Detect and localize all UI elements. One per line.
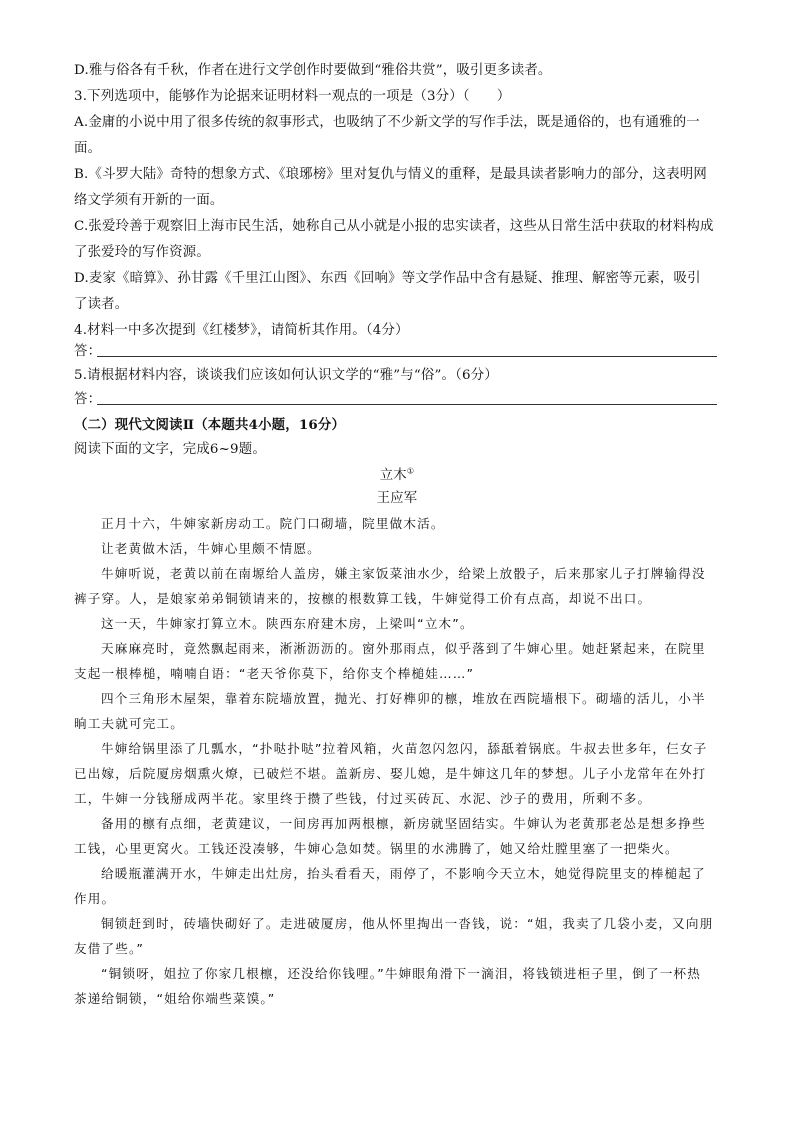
q3-stem: 3.下列选项中，能够作为论据来证明材料一观点的一项是（3分）（ ） [74,89,511,104]
story-paragraph-cont: 作用。 [74,891,116,906]
q3-option-b-line1: B.《斗罗大陆》奇特的想象方式、《琅琊榜》里对复仇与情义的重释，是最具读者影响力的部分，这表明网 [74,167,707,182]
q3-option-c-line1: C.张爱玲善于观察旧上海市民生活，她称自己从小就是小报的忠实读者，这些从日常生活中获取的材料构成 [74,219,714,234]
story-paragraph: 四个三角形木屋架，靠着东院墙放置，抛光、打好榫卯的檩，堆放在西院墙根下。砌墙的活儿，小半 [101,691,706,706]
story-author: 王应军 [376,491,418,506]
story-paragraph: “铜锁呀，姐拉了你家几根檩，还没给你钱哩。”牛婶眼角滑下一滴泪，将钱锁进柜子里，倒了一杯热 [101,966,702,981]
q4-answer-label: 答： [74,344,102,359]
story-paragraph-cont: 茶递给铜锁，“姐给你端些菜馍。” [74,991,276,1006]
q3-option-b-line2: 络文学须有开新的一面。 [74,193,224,208]
reading-instruction: 阅读下面的文字，完成6~9题。 [74,442,266,457]
q3-option-d-line1: D.麦家《暗算》、孙甘露《千里江山图》、东西《回响》等文学作品中含有悬疑、推理、解密等元素，吸引 [74,271,701,286]
q4-answer-field[interactable] [97,356,717,357]
story-paragraph: 正月十六，牛婶家新房动工。院门口砌墙，院里做木活。 [101,516,445,531]
q5-answer-field[interactable] [97,404,717,405]
story-paragraph-cont: 裤子穿。人，是娘家弟弟铜锁请来的，按檩的根数算工钱，牛婶觉得工价有点高，却说不出口。 [74,591,652,606]
q5-stem: 5.请根据材料内容，谈谈我们应该如何认识文学的“雅”与“俗”。（6分） [74,368,498,383]
story-paragraph-cont: 工，牛婶一分钱掰成两半花。家里终于攒了些钱，付过买砖瓦、水泥、沙子的费用，所剩不多。 [74,791,652,806]
story-paragraph-cont: 支起一根棒槌，喃喃自语：“老天爷你莫下，给你支个棒槌娃……” [74,666,475,681]
story-paragraph: 铜锁赶到时，砖墙快砌好了。走进破厦房，他从怀里掏出一沓钱，说：“姐，我卖了几袋小麦，又向朋 [101,916,714,931]
q3-option-a-line1: A.金庸的小说中用了很多传统的叙事形式，也吸纳了不少新文学的写作手法，既是通俗的，也有通雅的一 [74,115,700,130]
footnote-marker: ① [406,466,415,476]
story-paragraph-cont: 友借了些。” [74,941,145,956]
q4-stem: 4.材料一中多次提到《红楼梦》，请简析其作用。（4分） [74,323,409,338]
q3-option-a-line2: 面。 [74,141,102,156]
story-paragraph: 牛婶听说，老黄以前在南塬给人盖房，嫌主家饭菜油水少，给梁上放骰子，后来那家儿子打牌输得没 [101,566,706,581]
story-paragraph: 牛婶给锅里添了几瓢水，“扑哒扑哒”拉着风箱，火苗忽闪忽闪，舔舐着锅底。牛叔去世多年，仨女子 [101,741,708,756]
story-title-text: 立木 [379,468,407,483]
q3-option-c-line2: 了张爱玲的写作资源。 [74,245,210,260]
story-paragraph-cont: 工钱，心里更窝火。工钱还没凑够，牛婶心急如焚。锅里的水沸腾了，她又给灶膛里塞了一把柴火。 [74,841,679,856]
story-paragraph-cont: 晌工夫就可完工。 [74,716,184,731]
story-paragraph: 让老黄做木活，牛婶心里颇不情愿。 [101,541,321,556]
story-paragraph: 天麻麻亮时，竟然飘起雨来，淅淅沥沥的。窗外那雨点，似乎落到了牛婶心里。她赶紧起来，在院里 [101,641,706,656]
story-paragraph-cont: 已出嫁，后院厦房烟熏火燎，已破烂不堪。盖新房、娶儿媳，是牛婶这几年的梦想。儿子小龙常年在外打 [74,766,707,781]
story-title [0,466,794,486]
q5-answer-label: 答： [74,392,102,407]
q3-option-d-line2: 了读者。 [74,297,129,312]
section-heading: （二）现代文阅读Ⅱ（本题共4小题，16分） [74,417,346,433]
story-paragraph: 备用的檩有点细，老黄建议，一间房再加两根檩，新房就坚固结实。牛婶认为老黄那老怂是想多挣些 [101,816,706,831]
story-paragraph: 给暖瓶灌满开水，牛婶走出灶房，抬头看看天，雨停了，不影响今天立木，她觉得院里支的棒槌起了 [101,866,706,881]
story-paragraph: 这一天，牛婶家打算立木。陕西东府建木房，上梁叫“立木”。 [101,616,474,631]
q2-option-d: D.雅与俗各有千秋，作者在进行文学创作时要做到“雅俗共赏”，吸引更多读者。 [74,63,552,78]
